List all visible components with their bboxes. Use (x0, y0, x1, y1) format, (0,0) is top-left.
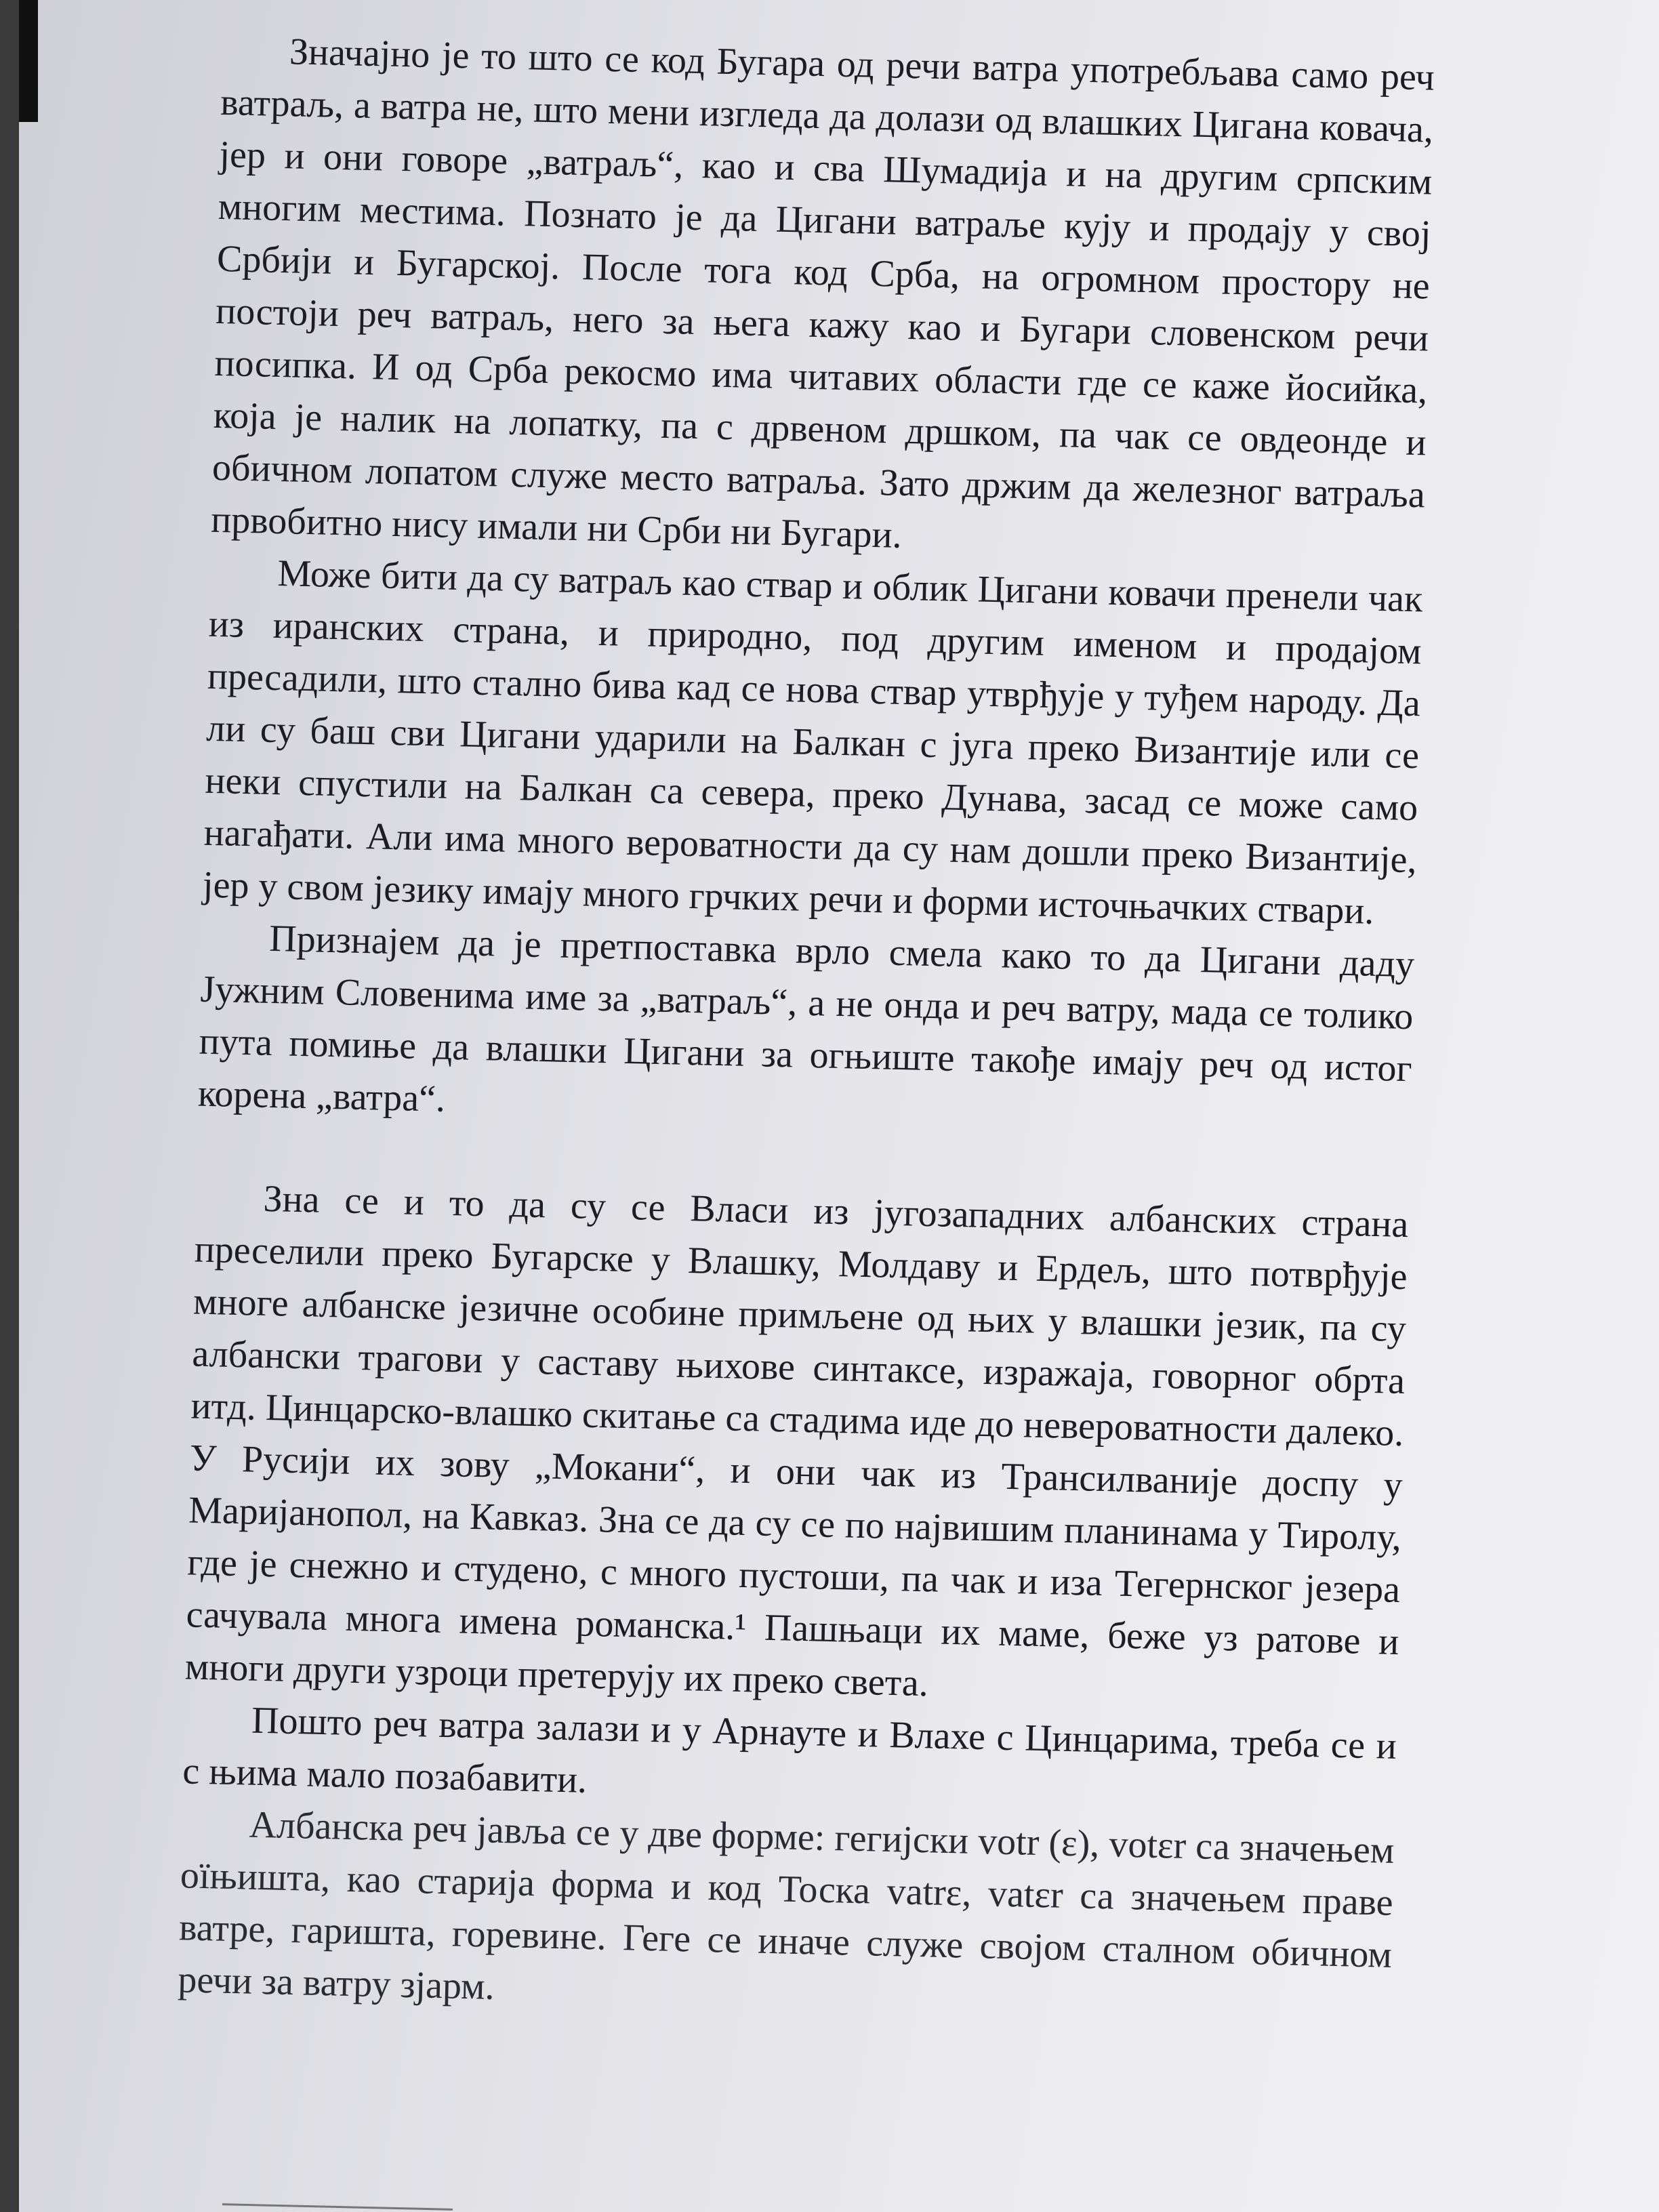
paragraph-5: Пошто реч ватра залази и у Арнауте и Влахе с Цинцарима, треба се и с њима мало позабавити. (182, 1699, 1397, 1801)
page-edge-shadow (19, 0, 38, 122)
body-text (178, 24, 1435, 2034)
paragraph-1: Значајно је то што се код Бугара од речи ватра употребљава само реч ватраљ, а ватра не, што мени изгледа да долази од влашких Цигана ковача, јер и они говоре „ватраљ“, као и сва Шумадија и на другим српским многим местима. Познато је да Цигани ватраље кују и продају у свој Србији и Бугарској. После тога код Срба, на огромном простору не постоји реч ватраљ, него за њега кажу као и Бугари словенском речи посипка. И од Срба рекосмо има читавих области где се каже йосийка, која је налик на лопатку, па с дрвеном дршком, па чак се овдеонде и обичном лопатом служе место ватраља. Зато држим да железног ватраља првобитно нису имали ни Срби ни Бугари. (210, 30, 1435, 556)
paragraph-4: Зна се и то да су се Власи из југозападних албанских страна преселили преко Бугарске у Влашку, Молдаву и Ердељ, што потврђује многе албанске језичне особине примљене од њих у влашки језик, па су албански трагови у саставу њихове синтаксе, изражаја, говорног обрта итд. Цинцарско-влашко скитање са стадима иде до невероватности далеко. У Русији их зову „Мокани“, и они чак из Трансилваније доспу у Маријанопол, на Кавказ. Зна се да су се по највишим планинама у Тиролу, где је снежно и студено, с много пустоши, па чак и иза Тегернског језера сачувала многа имена романска.¹ Пашњаци их маме, беже уз ратове и многи други узроци претерују их преко света. (184, 1177, 1409, 1705)
paragraph-3: Признајем да је претпоставка врло смела како то да Цигани даду Јужним Словенима име за „ватраљ“, а не онда и реч ватру, мада се толико пута помиње да влашки Цигани за огњиште такође имају реч од истог корена „ватра“. (197, 917, 1415, 1120)
footnote-rule (222, 2203, 453, 2211)
paragraph-2: Може бити да су ватраљ као ствар и облик Цигани ковачи пренели чак из иранских страна, и природно, под другим именом и продајом пресадили, што стално бива кад се нова ствар утврђује у туђем народу. Да ли су баш сви Цигани ударили на Балкан с југа преко Византије или се неки спустили на Балкан са севера, преко Дунава, засад се може само нагађати. Али има много вероватности да су нам дошли преко Византије, јер у свом језику имају много грчких речи и форми источњачких ствари. (202, 552, 1423, 933)
book-page (19, 0, 1659, 2212)
paragraph-6: Албанска реч јавља се у две форме: гегијски votr (ε), votεr са значењем оїњишта, као старија форма и код Тоска vatrε, vatεr са значењем праве ватре, гаришта, горевине. Геге се иначе служе својом сталном обичном речи за ватру зјарм. (177, 1803, 1395, 2008)
